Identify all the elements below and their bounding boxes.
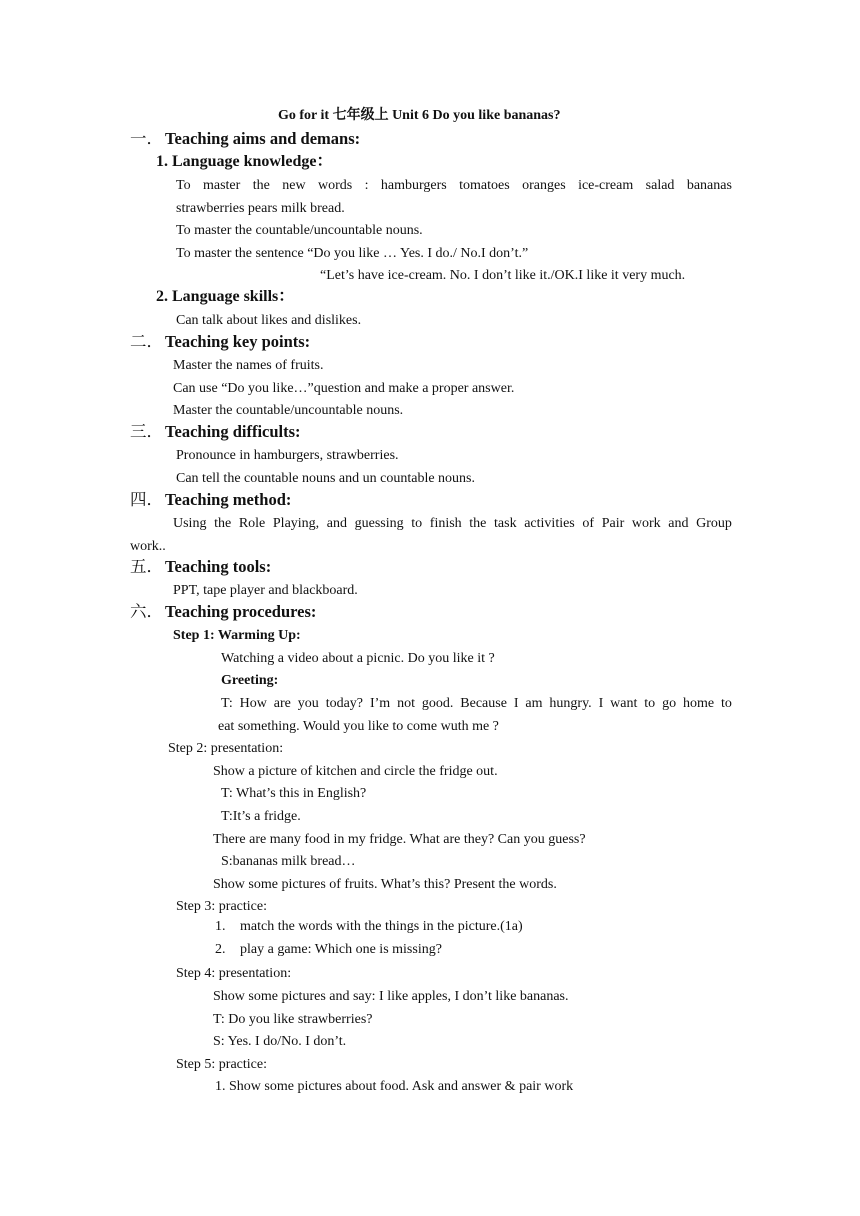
list-item <box>215 918 523 936</box>
word: : <box>364 178 369 193</box>
text-line: work.. <box>130 539 166 554</box>
text-line: Can tell the countable nouns and un countable nouns. <box>176 471 475 486</box>
text-line: There are many food in my fridge. What are they? Can you guess? <box>213 832 586 847</box>
word: today? <box>325 696 364 711</box>
step-5-heading: Step 5: practice: <box>176 1057 267 1072</box>
section-4-title: Teaching method: <box>165 490 292 509</box>
word: I’m <box>369 696 391 711</box>
word: you <box>297 696 319 711</box>
text-line: S:bananas milk bread… <box>221 854 356 869</box>
word: How <box>239 696 267 711</box>
word: the <box>469 516 487 531</box>
step-3-heading: Step 3: practice: <box>176 899 267 914</box>
section-5-heading <box>130 557 271 577</box>
word: Role <box>238 516 266 531</box>
word: to <box>644 696 656 711</box>
section-5-title: Teaching tools: <box>165 557 272 576</box>
section-2-number: 二． <box>130 332 163 351</box>
word: the <box>252 178 270 193</box>
text-line: “Let’s have ice-cream. No. I don’t like it./OK.I like it very much. <box>320 268 686 283</box>
word: bananas <box>686 178 732 193</box>
word: home <box>683 696 715 711</box>
section-4-heading <box>130 490 291 510</box>
word: and <box>326 516 348 531</box>
text-line: Show a picture of kitchen and circle the fridge out. <box>213 764 498 779</box>
section-1-heading <box>130 129 360 149</box>
word: guessing <box>354 516 404 531</box>
word: Playing, <box>272 516 320 531</box>
word: new <box>282 178 306 193</box>
word: I <box>513 696 519 711</box>
section-6-heading <box>130 602 316 622</box>
section-3-heading <box>130 422 301 442</box>
text-line: Can use “Do you like…”question and make a proper answer. <box>173 381 515 396</box>
section-2-heading <box>130 332 310 352</box>
section-6-title: Teaching procedures: <box>165 602 317 621</box>
word: want <box>610 696 638 711</box>
section-3-title: Teaching difficults: <box>165 422 301 441</box>
word: the <box>214 516 232 531</box>
word: not <box>397 696 415 711</box>
section-5-number: 五． <box>130 557 163 576</box>
word: ice-cream <box>578 178 634 193</box>
greeting-label: Greeting: <box>221 673 279 688</box>
language-skills-heading: 2. Language skills： <box>156 288 295 305</box>
document-title: Go for it 七年级上 Unit 6 Do you like bananas? <box>278 108 561 123</box>
list-item-number: 2. <box>215 942 226 957</box>
text-line: Pronounce in hamburgers, strawberries. <box>176 448 399 463</box>
word: task <box>494 516 517 531</box>
word: to <box>411 516 423 531</box>
text-line: T: Do you like strawberries? <box>213 1012 373 1027</box>
word: am <box>525 696 543 711</box>
word: T: <box>221 696 233 711</box>
word: tomatoes <box>459 178 510 193</box>
text-line: strawberries pears milk bread. <box>176 201 345 216</box>
word: Because <box>460 696 507 711</box>
word: finish <box>429 516 462 531</box>
word: master <box>202 178 241 193</box>
step-2-heading: Step 2: presentation: <box>168 741 284 756</box>
word: I <box>598 696 604 711</box>
section-1-title: Teaching aims and demans: <box>165 129 361 148</box>
text-line: To master the sentence “Do you like … Yes. I do./ No.I don’t.” <box>176 246 529 261</box>
word: are <box>273 696 291 711</box>
section-4-number: 四． <box>130 490 163 509</box>
word: to <box>721 696 732 711</box>
step-1-heading: Step 1: Warming Up: <box>173 628 301 643</box>
section-1-number: 一． <box>130 129 163 148</box>
text-line: T:It’s a fridge. <box>221 809 301 824</box>
justified-line-words <box>173 515 732 533</box>
word: activities <box>524 516 575 531</box>
language-knowledge-heading: 1. Language knowledge： <box>156 153 333 170</box>
list-item-text: match the words with the things in the picture.(1a) <box>240 919 523 934</box>
list-item-number: 1. <box>215 919 226 934</box>
text-line: S: Yes. I do/No. I don’t. <box>213 1034 347 1049</box>
word: go <box>662 696 677 711</box>
text-line: T: What’s this in English? <box>221 786 367 801</box>
word: oranges <box>522 178 566 193</box>
step-4-heading: Step 4: presentation: <box>176 966 292 981</box>
word: Group <box>696 516 732 531</box>
word: hungry. <box>549 696 592 711</box>
word: work <box>631 516 661 531</box>
text-line: Can talk about likes and dislikes. <box>176 313 362 328</box>
justified-line-words <box>176 177 732 195</box>
section-3-number: 三． <box>130 422 163 441</box>
text-line: 1. Show some pictures about food. Ask and answer & pair work <box>215 1079 574 1094</box>
word: Using <box>173 516 207 531</box>
text-line: Master the names of fruits. <box>173 358 324 373</box>
text-line: Watching a video about a picnic. Do you like it ? <box>221 651 495 666</box>
list-item <box>215 941 442 959</box>
text-line: PPT, tape player and blackboard. <box>173 583 358 598</box>
text-line: Master the countable/uncountable nouns. <box>173 403 404 418</box>
text-line: To master the countable/uncountable nouns. <box>176 223 423 238</box>
word: and <box>668 516 689 531</box>
word: hamburgers <box>380 178 447 193</box>
list-item-text: play a game: Which one is missing? <box>240 942 442 957</box>
word: To <box>176 178 191 193</box>
section-6-number: 六． <box>130 602 163 621</box>
word: words <box>317 178 353 193</box>
word: of <box>582 516 595 531</box>
justified-line-words <box>221 695 732 713</box>
section-2-title: Teaching key points: <box>165 332 311 351</box>
text-line: Show some pictures of fruits. What’s this? Present the words. <box>213 877 557 892</box>
word: Pair <box>601 516 625 531</box>
text-line: eat something. Would you like to come wuth me ? <box>218 719 499 734</box>
word: good. <box>421 696 454 711</box>
text-line: Show some pictures and say: I like apples, I don’t like bananas. <box>213 989 569 1004</box>
word: salad <box>645 178 675 193</box>
